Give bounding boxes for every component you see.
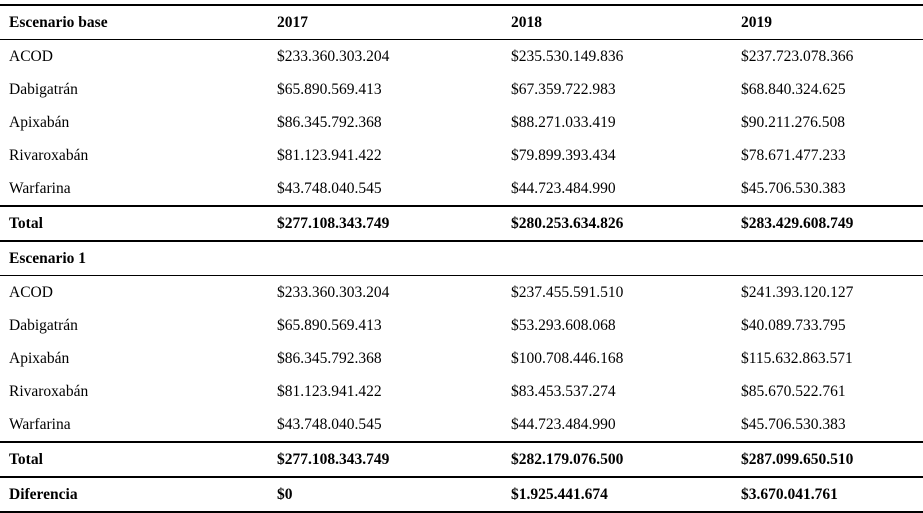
value-2017: $43.748.040.545 (277, 179, 382, 197)
value-2019: $68.840.324.625 (741, 80, 846, 98)
row-label: Apixabán (9, 349, 70, 367)
value-2017: $233.360.303.204 (277, 47, 390, 65)
table-row (0, 73, 923, 106)
table-row (0, 139, 923, 172)
total-row-escenario-1 (0, 442, 923, 477)
section-header-escenario-1 (0, 241, 923, 276)
value-2018: $235.530.149.836 (511, 47, 624, 65)
table-row (0, 276, 923, 310)
value-2017: $277.108.343.749 (277, 214, 390, 232)
value-2019: $78.671.477.233 (741, 146, 846, 164)
table-row (0, 106, 923, 139)
value-2017: $65.890.569.413 (277, 316, 382, 334)
empty-cell (502, 241, 732, 276)
row-label: ACOD (9, 47, 53, 65)
row-label: Dabigatrán (9, 316, 78, 334)
value-2017: $65.890.569.413 (277, 80, 382, 98)
row-label: Warfarina (9, 415, 71, 433)
value-2017: $81.123.941.422 (277, 146, 382, 164)
difference-row (0, 477, 923, 512)
value-2019: $85.670.522.761 (741, 382, 846, 400)
value-2019: $115.632.863.571 (741, 349, 853, 367)
value-2017: $43.748.040.545 (277, 415, 382, 433)
table-row (0, 342, 923, 375)
table-row (0, 40, 923, 74)
value-2019: $287.099.650.510 (741, 450, 854, 468)
row-label: Warfarina (9, 179, 71, 197)
column-header-scenario: Escenario base (9, 13, 108, 31)
empty-cell (268, 241, 502, 276)
row-label: ACOD (9, 283, 53, 301)
total-row-base (0, 206, 923, 241)
row-label: Diferencia (9, 485, 78, 503)
value-2018: $280.253.634.826 (511, 214, 624, 232)
value-2019: $283.429.608.749 (741, 214, 854, 232)
value-2019: $45.706.530.383 (741, 415, 846, 433)
value-2017: $81.123.941.422 (277, 382, 382, 400)
row-label: Dabigatrán (9, 80, 78, 98)
row-label: Rivaroxabán (9, 146, 89, 164)
cost-scenarios-table (0, 4, 923, 513)
value-2018: $53.293.608.068 (511, 316, 616, 334)
row-label: Apixabán (9, 113, 70, 131)
table-row (0, 309, 923, 342)
value-2019: $45.706.530.383 (741, 179, 846, 197)
value-2018: $67.359.722.983 (511, 80, 616, 98)
value-2018: $44.723.484.990 (511, 415, 616, 433)
value-2019: $3.670.041.761 (741, 485, 838, 503)
value-2018: $282.179.076.500 (511, 450, 624, 468)
column-header-2019: 2019 (741, 13, 772, 31)
value-2018: $1.925.441.674 (511, 485, 608, 503)
value-2019: $241.393.120.127 (741, 283, 854, 301)
value-2017: $277.108.343.749 (277, 450, 390, 468)
value-2017: $86.345.792.368 (277, 349, 382, 367)
row-label: Rivaroxabán (9, 382, 89, 400)
value-2018: $100.708.446.168 (511, 349, 624, 367)
value-2018: $237.455.591.510 (511, 283, 624, 301)
value-2018: $83.453.537.274 (511, 382, 616, 400)
value-2019: $40.089.733.795 (741, 316, 846, 334)
table-row (0, 408, 923, 442)
value-2018: $79.899.393.434 (511, 146, 616, 164)
table-header-row (0, 5, 923, 40)
value-2019: $90.211.276.508 (741, 113, 846, 131)
column-header-2017: 2017 (277, 13, 308, 31)
value-2018: $44.723.484.990 (511, 179, 616, 197)
value-2017: $86.345.792.368 (277, 113, 382, 131)
value-2017: $0 (277, 485, 293, 503)
column-header-2018: 2018 (511, 13, 542, 31)
row-label: Total (9, 214, 43, 232)
value-2019: $237.723.078.366 (741, 47, 854, 65)
row-label: Total (9, 450, 43, 468)
section-label: Escenario 1 (9, 249, 87, 267)
empty-cell (732, 241, 923, 276)
table-row (0, 375, 923, 408)
table-row (0, 172, 923, 206)
value-2018: $88.271.033.419 (511, 113, 616, 131)
value-2017: $233.360.303.204 (277, 283, 390, 301)
